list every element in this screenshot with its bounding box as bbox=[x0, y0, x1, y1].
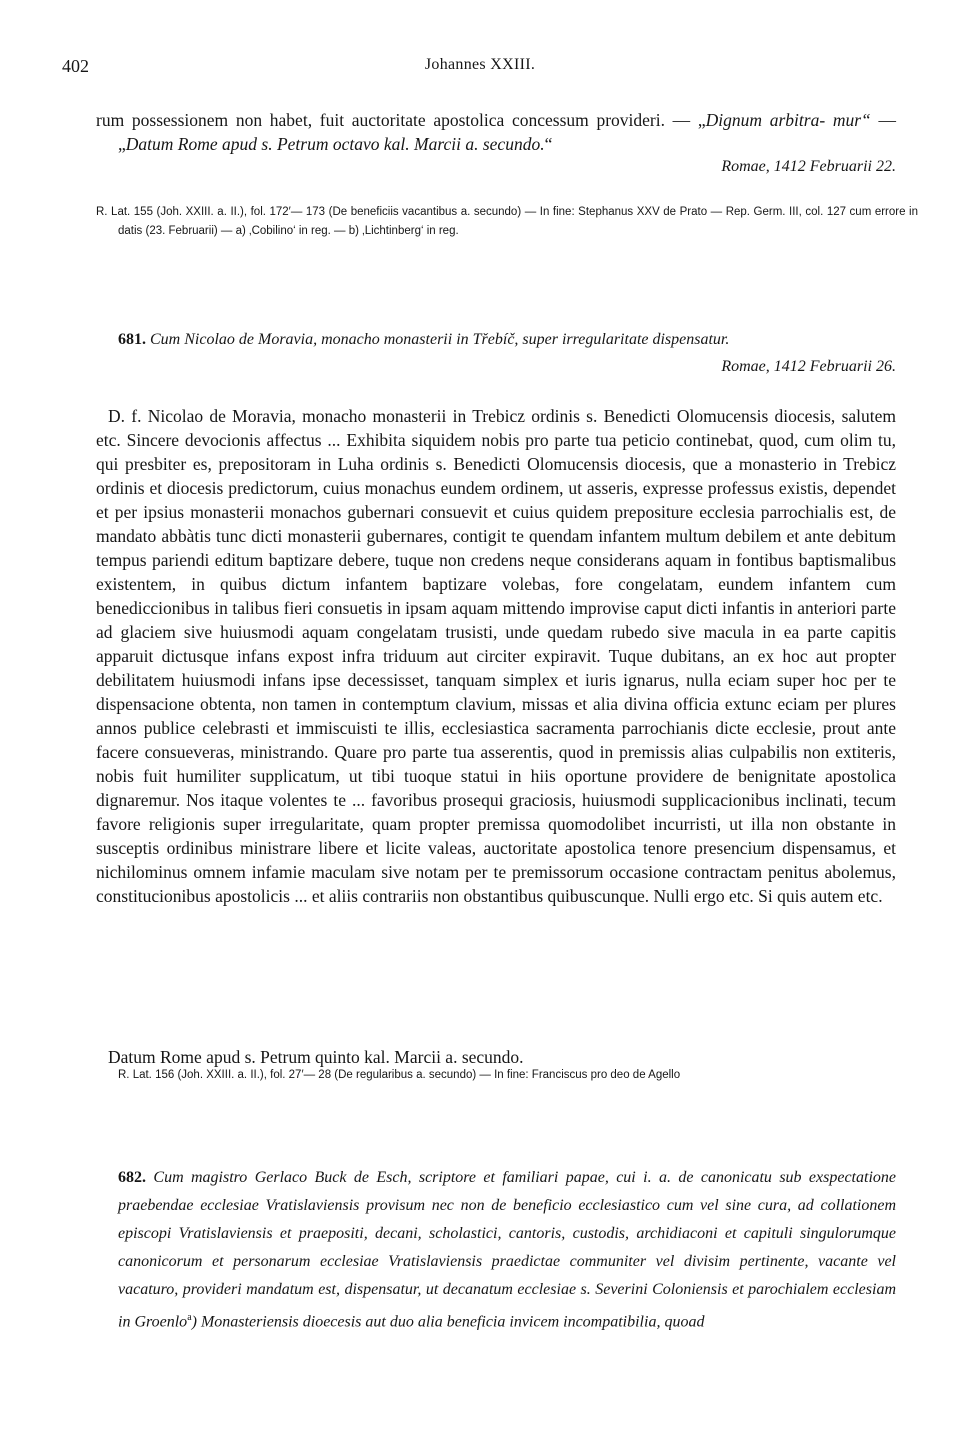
entry-682-regest bbox=[118, 1164, 896, 1336]
entry-681-text: D. f. Nicolao de Moravia, monacho monasterii in Trebicz ordinis s. Benedicti Olomucensis diocesis, salutem etc. Sincere devocionis affectus ... Exhibita siquidem nobis pro parte tua peticio continebat, quod, cum olim tu, qui presbiter es, prepositoram in Luha ordinis s. Benedicti Olomucensis diocesis, que a monasterio in Trebicz ordinis et diocesis predictorum, cuius monachus eundem ordinem, ut asseris, expresse professus existis, dependet et per ipsius monasterii monachos gubernari consuevit et cuius quidem prepositure ecclesia parrochialis est, de mandato abbàtis tunc dicti monasterii gubernares, contigit te quendam infantem multum debilem et ante debitum tempus pariendi editum baptizare debere, tuque non credens neque considerans aquam in fontibus baptismalibus existentem, in quibus dictum infantem baptizare volebas, fore congelatam, eundem infantem cum benediccionibus in talibus fieri consuetis in ipsam aquam mittendo improvise caput dicti infantis in anteriori parte ad glaciem sive huiusmodi aquam congelatam trusisti, unde quedam rubedo sive macula in ea parte capitis apparuit dictusque infans expost infra triduum aut circiter expiravit. Tuque dubitans, an ex hoc aut propter debilitatem huiusmodi infans ipse decessisset, tanquam simplex et iuris ignarus, nulla eciam super hoc per te dispensacione obtenta, non tamen in contemptum clavium, missas et alia divina officia extunc eciam per plures annos publice celebrasti et immiscuisti te illis, ecclesiastica sacramenta parrochianis dicte ecclesie, prout ante facere consueveras, ministrando. Quare pro parte tua asserentis, quod in premissis alias culpabilis non extiteris, nobis fuit humiliter supplicatum, ut tibi tuoque statui in hiis oportune providere de benignitate apostolica dignaremur. Nos itaque volentes te ... favoribus prosequi graciosis, huiusmodi supplicacionibus inclinati, tecum favore religionis super irregularitate, quam propter premissa quomodolibet incurristi, ut illa non obstante in susceptis ordinibus ministrare libere et licite valeas, auctoritate apostolica tenore presencium dispensamus, et nichilominus omnem infamie maculam sive notam per te premissorum occasione contractam penitus abolemus, constitucionibus apostolicis ... et aliis contrariis non obstantibus quibuscunque. Nulli ergo etc. Si quis autem etc. bbox=[96, 406, 896, 906]
entry-680-tail bbox=[96, 108, 896, 156]
entry-number: 681. bbox=[118, 331, 146, 348]
entry-681-note: R. Lat. 156 (Joh. XXIII. a. II.), fol. 27′— 28 (De regularibus a. secundo) — In fine: Franciscus pro deo de Agello bbox=[118, 1069, 681, 1081]
regest-text: Cum Nicolao de Moravia, monacho monasterii in Třebíč, super irregularitate dispensatur. bbox=[150, 331, 730, 348]
entry-681-date: Romae, 1412 Februarii 26. bbox=[721, 358, 896, 375]
entry-680-note: R. Lat. 155 (Joh. XXIII. a. II.), fol. 172′— 173 (De beneficiis vacantibus a. secundo) — In fine: Stephanus XXV de Prato — Rep. Germ. III, col. 127 cum errore in datis (23. Februarii) — a) ‚Cobilino‘ in reg. — b) ‚Lichtinberg‘ in reg. bbox=[96, 206, 918, 237]
entry-number: 682. bbox=[118, 1169, 146, 1186]
regest-text-end: ) Monasteriensis dioecesis aut duo alia beneficia invicem incompatibilia, quoad bbox=[191, 1313, 705, 1331]
entry-680-closing-text: rum possessionem non habet, fuit auctoritate apostolica concessum provideri. — „Dignum arbitra- mur“ — „Datum Rome apud s. Petrum octavo kal. Marcii a. secundo.“ bbox=[96, 110, 896, 154]
footnote-mark: a bbox=[187, 1312, 192, 1323]
page-number: 402 bbox=[62, 56, 89, 76]
entry-681-datum: Datum Rome apud s. Petrum quinto kal. Marcii a. secundo. bbox=[108, 1047, 524, 1067]
page-header bbox=[62, 56, 898, 80]
regest-text: Cum magistro Gerlaco Buck de Esch, scriptore et familiari papae, cui i. a. de canonicatu sub exspectatione praebendae ecclesiae Vratislaviensis provisum nec non de beneficio ecclesiastico cum vel sine cura, ad collationem episcopi Vratislaviensis et praepositi, decani, scholastici, cantoris, custodis, archidiaconi et capituli singulorumque canonicorum et personarum ecclesiae Vratislaviensis praedictae communiter vel divisim pertinente, vacante vel vacaturo, provideri mandatum est, dispensatur, ut decanatum ecclesiae s. Severini Coloniensis et parochialem ecclesiam in Groenlo bbox=[118, 1169, 896, 1331]
entry-681-regest bbox=[118, 326, 896, 354]
entry-680-date: Romae, 1412 Februarii 22. bbox=[721, 158, 896, 175]
running-title: Johannes XXIII. bbox=[424, 56, 536, 73]
